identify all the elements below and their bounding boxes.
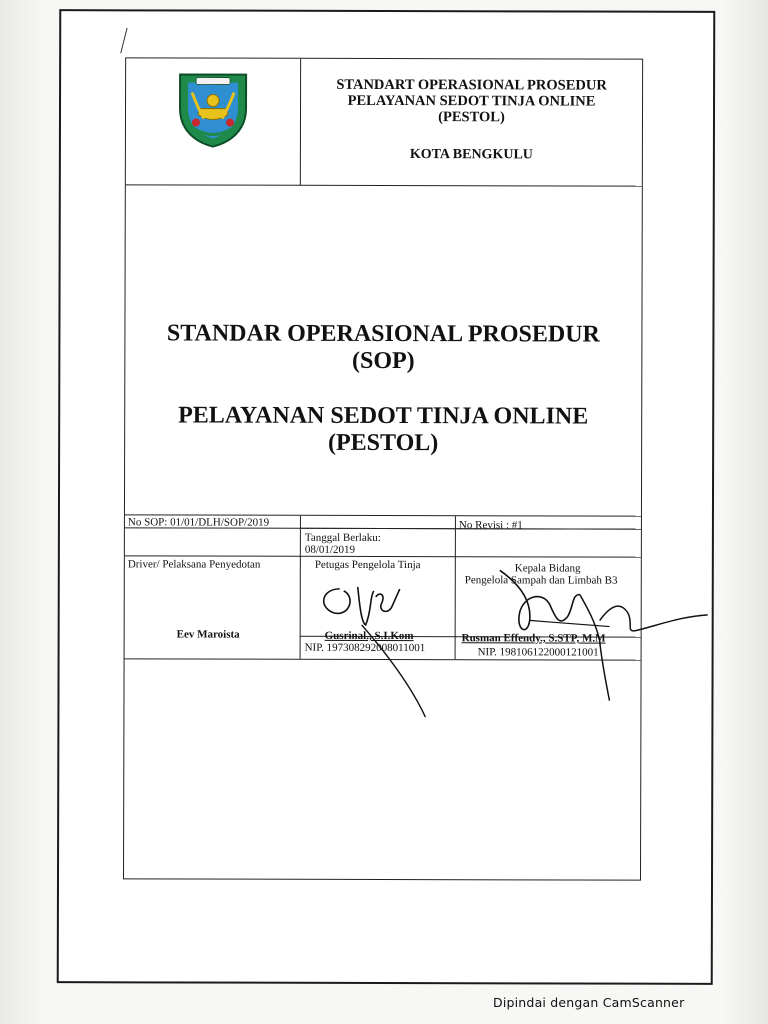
emblem-cell — [126, 58, 301, 185]
role-kabid-2: Pengelola Sampah dan Limbah B3 — [464, 574, 618, 587]
tanggal-label: Tanggal Berlaku: — [304, 531, 381, 544]
main-title-line1: STANDAR OPERASIONAL PROSEDUR — [166, 320, 600, 348]
name-kabid: Rusman Effendy., S.STP, M.M — [461, 632, 606, 645]
camscanner-watermark: Dipindai dengan CamScanner — [493, 995, 685, 1010]
header-city: KOTA BENGKULU — [409, 147, 533, 163]
main-title-line4: (PESTOL) — [327, 429, 439, 457]
main-title-line2: (SOP) — [351, 347, 415, 375]
main-title-line3: PELAYANAN SEDOT TINJA ONLINE — [178, 402, 589, 430]
role-driver: Driver/ Pelaksana Penyedotan — [127, 558, 261, 571]
nip-kabid: NIP. 198106122000121001 — [477, 646, 599, 659]
sop-frame — [123, 57, 643, 880]
role-petugas: Petugas Pengelola Tinja — [314, 558, 421, 572]
no-sop: No SOP: 01/01/DLH/SOP/2019 — [127, 516, 270, 529]
document-page — [57, 9, 716, 985]
tanggal-value: 08/01/2019 — [304, 543, 356, 556]
approval-table — [125, 514, 641, 660]
header-title: STANDART OPERASIONAL PROSEDUR PELAYANAN SEDOT TINJA ONLINE (PESTOL) — [336, 76, 607, 126]
header-title-cell — [301, 59, 642, 187]
nip-petugas: NIP. 197308292008011001 — [304, 641, 426, 655]
corner-mark — [120, 28, 141, 57]
name-driver: Eev Maroista — [176, 628, 240, 641]
name-petugas: Gusrinal., S.I.Kom — [324, 629, 414, 643]
kota-bengkulu-emblem-icon — [174, 68, 252, 148]
role-kabid-1: Kepala Bidang — [514, 562, 581, 575]
main-title — [125, 320, 641, 457]
no-revisi: No Revisi : #1 — [458, 519, 523, 532]
